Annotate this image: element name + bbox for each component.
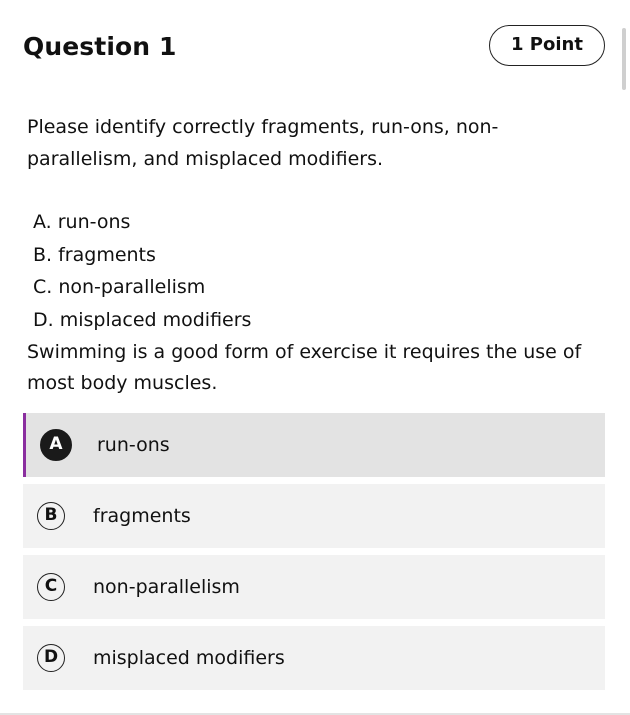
option-label-a: run-ons xyxy=(97,434,170,456)
question-header xyxy=(23,24,605,70)
points-badge: 1 Point xyxy=(489,25,605,66)
option-label-b: fragments xyxy=(93,505,191,527)
option-d[interactable] xyxy=(23,626,605,690)
question-sentence: Swimming is a good form of exercise it requires the use of most body muscles. xyxy=(27,341,582,394)
option-a[interactable] xyxy=(23,413,605,477)
option-letter-d: D xyxy=(37,644,65,672)
option-letter-c: C xyxy=(37,573,65,601)
option-letter-a: A xyxy=(40,429,72,461)
answer-options xyxy=(23,413,605,697)
option-letter-b: B xyxy=(37,502,65,530)
option-b[interactable] xyxy=(23,484,605,548)
option-label-d: misplaced modifiers xyxy=(93,647,285,669)
option-label-c: non-parallelism xyxy=(93,576,240,598)
answer-legend xyxy=(33,206,583,336)
scrollbar-thumb[interactable] xyxy=(622,28,626,90)
legend-item-c: C. non-parallelism xyxy=(33,276,206,298)
option-c[interactable] xyxy=(23,555,605,619)
legend-item-a: A. run-ons xyxy=(33,211,131,233)
legend-item-b: B. fragments xyxy=(33,243,156,266)
question-title: Question 1 xyxy=(23,32,177,61)
question-prompt: Please identify correctly fragments, run-ons, non-parallelism, and misplaced modifiers. xyxy=(27,116,499,170)
legend-item-d: D. misplaced modifiers xyxy=(33,308,252,331)
